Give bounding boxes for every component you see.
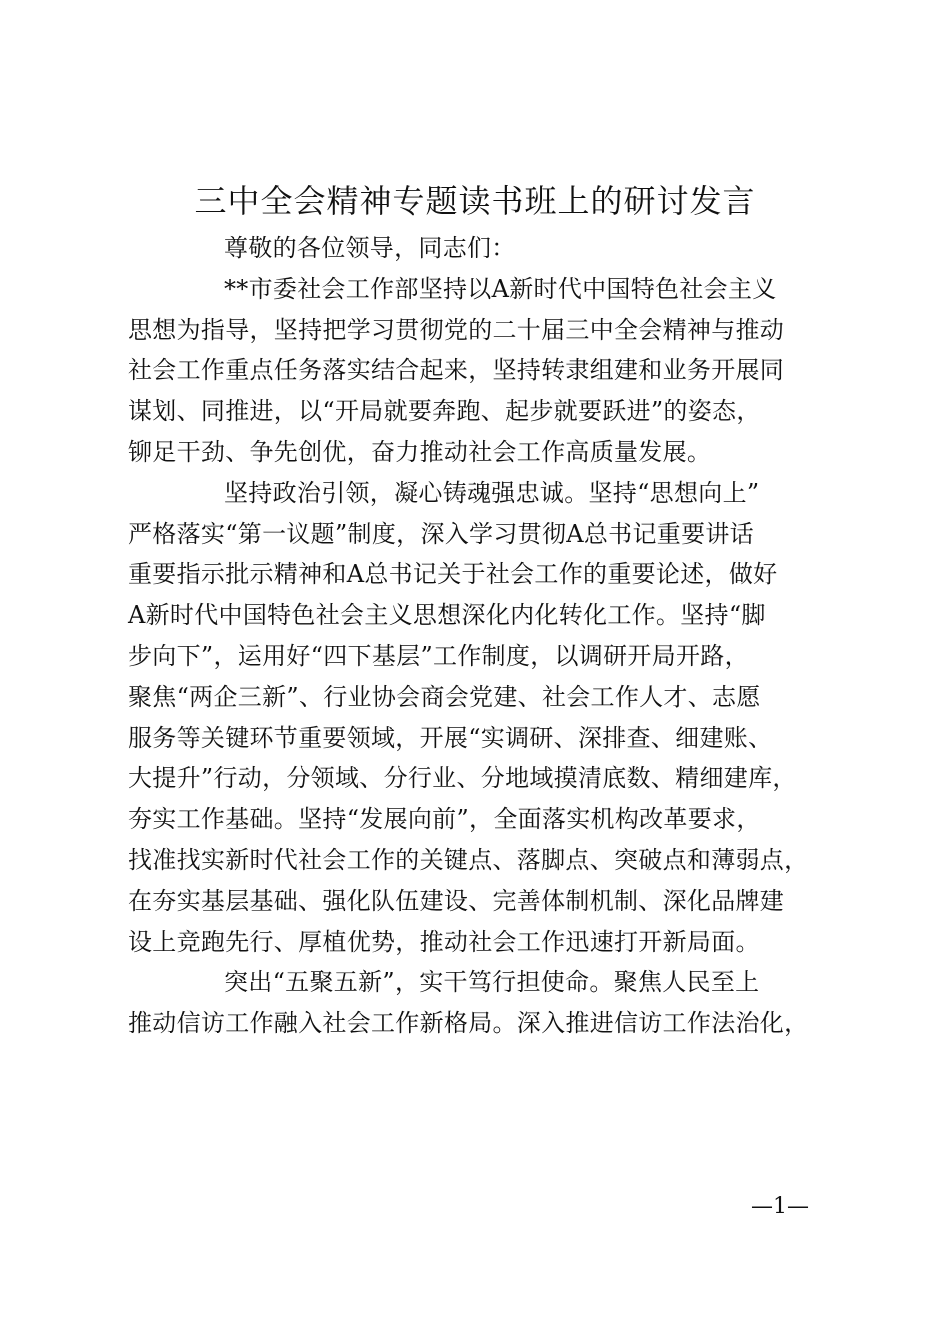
paragraph-line: 推动信访工作融入社会工作新格局。深入推进信访工作法治化， — [128, 1009, 809, 1038]
paragraph-line: **市委社会工作部坚持以A新时代中国特色社会主义 — [224, 274, 777, 303]
paragraph-line: 找准找实新时代社会工作的关键点、落脚点、突破点和薄弱点， — [128, 845, 809, 874]
paragraph-line: 聚焦“两企三新”、行业协会商会党建、社会工作人才、志愿 — [128, 682, 761, 711]
document-body — [128, 228, 832, 1044]
document-title: 三中全会精神专题读书班上的研讨发言 — [194, 182, 756, 220]
paragraph-line: 严格落实“第一议题”制度，深入学习贯彻A总书记重要讲话 — [128, 519, 754, 548]
salutation — [128, 228, 832, 269]
paragraph-line: 服务等关键环节重要领域，开展“实调研、深排查、细建账、 — [128, 723, 773, 752]
paragraph-1 — [128, 269, 832, 473]
paragraph-2 — [128, 473, 832, 963]
paragraph-line: 突出“五聚五新”，实干笃行担使命。聚焦人民至上 — [224, 968, 760, 997]
paragraph-line: 思想为指导，坚持把学习贯彻党的二十届三中全会精神与推动 — [128, 315, 785, 344]
page-number: —1— — [751, 1194, 809, 1219]
salutation-line: 尊敬的各位领导，同志们： — [224, 234, 516, 262]
paragraph-line: 重要指示批示精神和A总书记关于社会工作的重要论述，做好 — [128, 560, 778, 589]
paragraph-line: 步向下”，运用好“四下基层”工作制度，以调研开局开路， — [128, 641, 749, 670]
paragraph-line: 大提升”行动，分领域、分行业、分地域摸清底数、精细建库， — [128, 764, 797, 793]
paragraph-line: 设上竞跑先行、厚植优势，推动社会工作迅速打开新局面。 — [128, 927, 760, 956]
paragraph-line: A新时代中国特色社会主义思想深化内化转化工作。坚持“脚 — [128, 601, 766, 630]
paragraph-line: 在夯实基层基础、强化队伍建设、完善体制机制、深化品牌建 — [128, 886, 785, 915]
paragraph-3 — [128, 962, 832, 1044]
paragraph-line: 坚持政治引领，凝心铸魂强忠诚。坚持“思想向上” — [224, 478, 760, 507]
paragraph-line: 夯实工作基础。坚持“发展向前”，全面落实机构改革要求， — [128, 805, 761, 834]
paragraph-line: 铆足干劲、争先创优，奋力推动社会工作高质量发展。 — [128, 437, 712, 466]
paragraph-line: 谋划、同推进，以“开局就要奔跑、起步就要跃进”的姿态， — [128, 397, 761, 426]
paragraph-line: 社会工作重点任务落实结合起来，坚持转隶组建和业务开展同 — [128, 356, 785, 385]
